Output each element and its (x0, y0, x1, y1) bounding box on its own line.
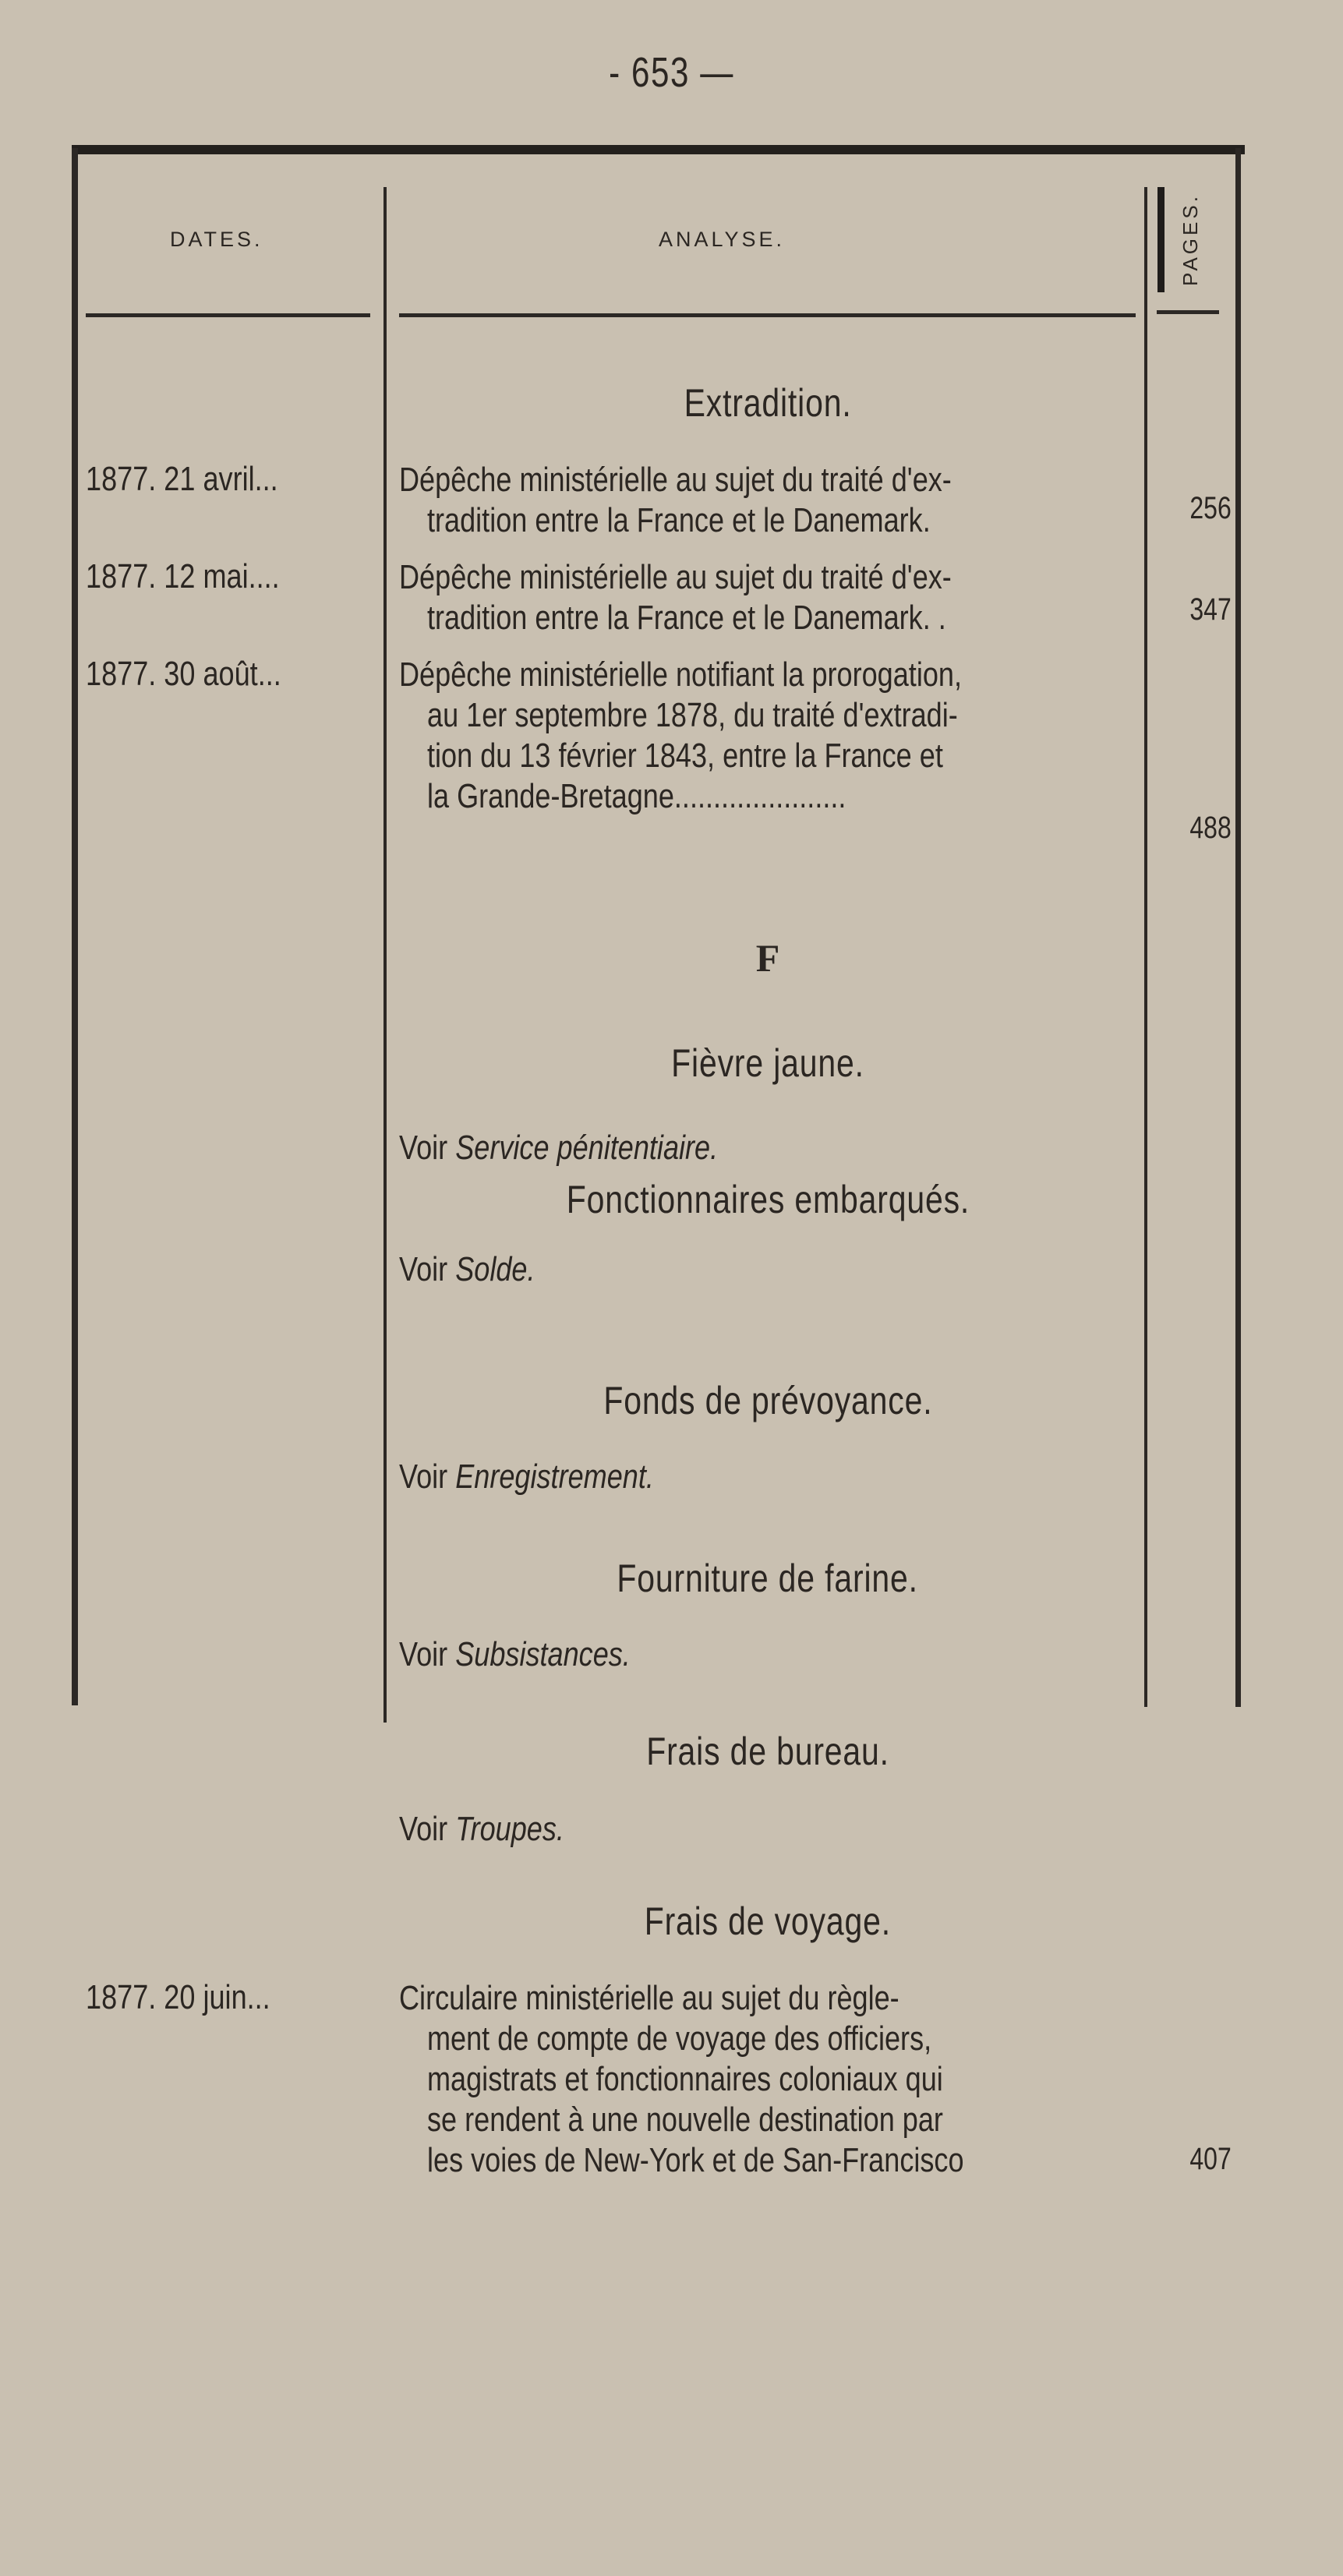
right-border (1235, 148, 1241, 1707)
section-heading-frais-bureau: Frais de bureau. (646, 1730, 889, 1773)
page-number: - 653 — (609, 49, 734, 96)
analysis-header: ANALYSE. (659, 228, 786, 251)
see-reference: Voir Solde. (399, 1250, 535, 1288)
top-rule (72, 145, 1245, 154)
entry-date: 1877. 20 juin... (86, 1978, 270, 2016)
see-reference: Voir Service pénitentiaire. (399, 1129, 719, 1167)
section-heading-frais-voyage: Frais de voyage. (644, 1899, 892, 1943)
section-heading-fievre: Fièvre jaune. (671, 1041, 864, 1085)
section-heading-fonds: Fonds de prévoyance. (603, 1379, 933, 1422)
section-heading-fonctionnaires: Fonctionnaires embarqués. (566, 1178, 970, 1221)
see-reference: Voir Troupes. (399, 1810, 564, 1848)
pages-header-mark (1157, 187, 1165, 292)
entry-analysis: Dépêche ministérielle notifiant la prorogation, au 1er septembre 1878, du traité d'extradi- tion du 13 février 1843, entre la France et la Grande-Bretagne...................... (399, 655, 963, 815)
analysis-header-rule (399, 313, 1136, 317)
entry-page: 488 (1189, 811, 1232, 845)
section-heading-extradition: Extradition. (684, 381, 852, 425)
entry-analysis: Dépêche ministérielle au sujet du traité d'ex- tradition entre la France et le Danemark. . (399, 558, 952, 637)
dates-header: DATES. (170, 228, 263, 251)
entry-page: 407 (1189, 2142, 1232, 2176)
left-border (72, 148, 78, 1705)
entry-date: 1877. 30 août... (86, 655, 281, 693)
pages-header-rule (1157, 310, 1219, 314)
entry-date: 1877. 21 avril... (86, 460, 278, 498)
pages-header-label: PAGES. (1178, 193, 1202, 286)
letter-heading: F (755, 936, 780, 980)
pages-header (1167, 181, 1214, 298)
section-heading-fourniture: Fourniture de farine. (617, 1557, 919, 1600)
see-reference: Voir Enregistrement. (399, 1458, 654, 1496)
see-reference: Voir Subsistances. (399, 1635, 631, 1673)
entry-page: 347 (1189, 592, 1232, 627)
entry-analysis: Dépêche ministérielle au sujet du traité d'ex- tradition entre la France et le Danemark. (399, 461, 952, 539)
entry-date: 1877. 12 mai.... (86, 557, 280, 595)
dates-header-rule (86, 313, 370, 317)
entry-page: 256 (1189, 491, 1232, 525)
entry-analysis: Circulaire ministérielle au sujet du règle- ment de compte de voyage des officiers, magistrats et fonctionnaires coloniaux qui se rendent à une nouvelle destination par les voies de New-York et de San-Francisco (399, 1979, 964, 2179)
